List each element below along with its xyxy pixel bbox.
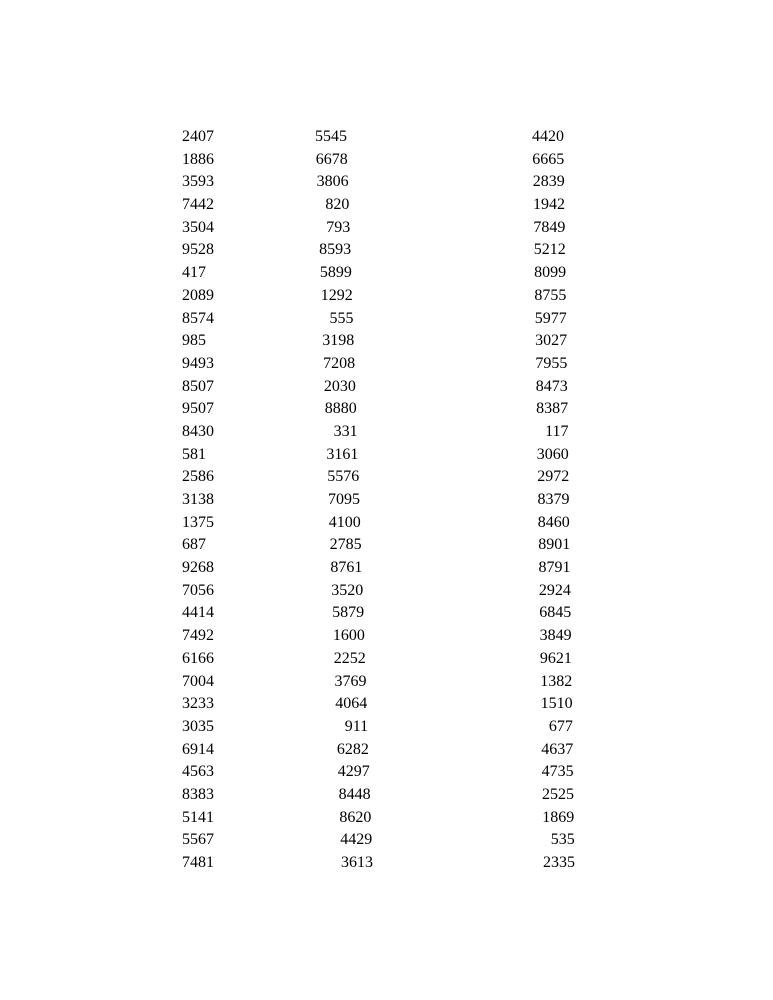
cell-col-3: 4420 bbox=[532, 128, 564, 145]
cell-col-1: 3035 bbox=[182, 717, 214, 735]
cell-col-2: 5545 bbox=[315, 128, 347, 145]
cell-col-1: 9493 bbox=[182, 354, 214, 372]
cell-col-1: 2407 bbox=[182, 128, 214, 145]
cell-col-3: 7955 bbox=[535, 354, 568, 372]
cell-col-1: 7056 bbox=[182, 581, 214, 599]
cell-col-3: 1382 bbox=[540, 672, 573, 690]
cell-col-3: 8460 bbox=[537, 513, 570, 531]
cell-col-2: 7095 bbox=[328, 491, 360, 508]
cell-col-2: 3613 bbox=[341, 854, 373, 871]
cell-col-2: 3769 bbox=[334, 672, 367, 690]
table-row bbox=[0, 262, 773, 285]
cell-col-1: 1375 bbox=[182, 513, 214, 531]
table-row bbox=[0, 534, 773, 557]
table-row bbox=[0, 466, 773, 489]
table-row bbox=[0, 671, 773, 694]
table-row bbox=[0, 761, 773, 784]
table-row bbox=[0, 126, 773, 149]
cell-col-3: 3849 bbox=[539, 627, 572, 645]
table-row bbox=[0, 330, 773, 353]
cell-col-2: 4429 bbox=[340, 831, 373, 849]
cell-col-2: 1600 bbox=[332, 627, 365, 645]
cell-col-3: 5212 bbox=[533, 241, 566, 259]
number-table bbox=[0, 126, 773, 875]
cell-col-1: 6914 bbox=[182, 740, 214, 758]
cell-col-1: 3138 bbox=[182, 491, 214, 508]
cell-col-1: 3504 bbox=[182, 218, 214, 236]
cell-col-3: 2525 bbox=[542, 785, 574, 803]
cell-col-1: 8574 bbox=[182, 309, 214, 327]
cell-col-3: 677 bbox=[548, 717, 573, 735]
table-row bbox=[0, 171, 773, 194]
cell-col-3: 1942 bbox=[533, 196, 565, 214]
cell-col-3: 2972 bbox=[537, 468, 570, 486]
cell-col-1: 7481 bbox=[182, 854, 214, 871]
cell-col-2: 6282 bbox=[336, 740, 369, 758]
cell-col-2: 3806 bbox=[316, 173, 349, 191]
cell-col-2: 2252 bbox=[333, 649, 366, 667]
cell-col-3: 5977 bbox=[534, 309, 567, 327]
cell-col-1: 7004 bbox=[182, 672, 214, 690]
cell-col-1: 7442 bbox=[182, 196, 214, 214]
cell-col-1: 6166 bbox=[182, 649, 214, 667]
cell-col-1: 4414 bbox=[182, 604, 214, 622]
cell-col-3: 6845 bbox=[539, 604, 572, 622]
cell-col-3: 2839 bbox=[532, 173, 565, 191]
cell-col-2: 8620 bbox=[339, 808, 372, 826]
cell-col-3: 535 bbox=[550, 831, 575, 849]
cell-col-3: 8473 bbox=[535, 377, 568, 395]
cell-col-2: 8593 bbox=[319, 241, 352, 259]
cell-col-3: 3060 bbox=[536, 445, 569, 463]
cell-col-2: 8448 bbox=[338, 785, 371, 803]
table-row bbox=[0, 353, 773, 376]
cell-col-1: 5567 bbox=[182, 831, 214, 849]
cell-col-2: 8761 bbox=[330, 559, 363, 577]
table-row bbox=[0, 739, 773, 762]
cell-col-2: 3161 bbox=[326, 445, 359, 463]
table-row bbox=[0, 602, 773, 625]
table-row bbox=[0, 444, 773, 467]
cell-col-3: 8901 bbox=[538, 536, 571, 554]
table-row bbox=[0, 308, 773, 331]
table-row bbox=[0, 648, 773, 671]
table-row bbox=[0, 239, 773, 262]
cell-col-3: 9621 bbox=[539, 649, 572, 667]
cell-col-2: 4064 bbox=[335, 695, 368, 713]
cell-col-3: 2335 bbox=[543, 854, 575, 871]
cell-col-2: 4100 bbox=[328, 513, 361, 531]
table-row bbox=[0, 217, 773, 240]
table-row bbox=[0, 693, 773, 716]
cell-col-2: 5899 bbox=[319, 264, 352, 282]
cell-col-1: 8507 bbox=[182, 377, 214, 395]
table-row bbox=[0, 149, 773, 172]
cell-col-2: 7208 bbox=[323, 354, 356, 372]
table-row bbox=[0, 421, 773, 444]
cell-col-1: 3233 bbox=[182, 695, 214, 713]
cell-col-3: 8379 bbox=[537, 491, 570, 508]
cell-col-1: 8383 bbox=[182, 785, 214, 803]
cell-col-2: 3198 bbox=[322, 332, 355, 350]
cell-col-1: 581 bbox=[182, 445, 206, 463]
cell-col-1: 2089 bbox=[182, 286, 214, 304]
cell-col-3: 8791 bbox=[538, 559, 571, 577]
table-row bbox=[0, 580, 773, 603]
cell-col-3: 1510 bbox=[540, 695, 573, 713]
cell-col-2: 6678 bbox=[315, 150, 348, 168]
cell-col-1: 9507 bbox=[182, 400, 214, 418]
cell-col-2: 555 bbox=[329, 309, 354, 327]
cell-col-2: 5576 bbox=[327, 468, 360, 486]
cell-col-1: 7492 bbox=[182, 627, 214, 645]
cell-col-1: 1886 bbox=[182, 150, 214, 168]
cell-col-3: 3027 bbox=[535, 332, 568, 350]
table-row bbox=[0, 376, 773, 399]
cell-col-3: 1869 bbox=[542, 808, 575, 826]
cell-col-2: 820 bbox=[325, 196, 350, 214]
cell-col-3: 4735 bbox=[541, 763, 574, 781]
cell-col-2: 3520 bbox=[331, 581, 364, 599]
table-row bbox=[0, 285, 773, 308]
cell-col-2: 8880 bbox=[324, 400, 357, 418]
table-row bbox=[0, 852, 773, 875]
cell-col-1: 8430 bbox=[182, 422, 214, 440]
table-row bbox=[0, 398, 773, 421]
cell-col-3: 117 bbox=[545, 422, 569, 440]
cell-col-1: 985 bbox=[182, 332, 206, 350]
table-row bbox=[0, 784, 773, 807]
cell-col-3: 4637 bbox=[541, 740, 574, 758]
cell-col-1: 2586 bbox=[182, 468, 214, 486]
cell-col-2: 5879 bbox=[332, 604, 365, 622]
cell-col-3: 8387 bbox=[536, 400, 569, 418]
cell-col-3: 2924 bbox=[538, 581, 571, 599]
table-row bbox=[0, 807, 773, 830]
table-row bbox=[0, 489, 773, 512]
cell-col-1: 687 bbox=[182, 536, 206, 554]
cell-col-1: 3593 bbox=[182, 173, 214, 191]
cell-col-3: 8755 bbox=[534, 286, 567, 304]
table-row bbox=[0, 557, 773, 580]
table-row bbox=[0, 625, 773, 648]
cell-col-1: 9268 bbox=[182, 559, 214, 577]
cell-col-3: 7849 bbox=[533, 218, 566, 236]
table-row bbox=[0, 194, 773, 217]
cell-col-2: 4297 bbox=[337, 763, 370, 781]
cell-col-2: 331 bbox=[333, 422, 358, 440]
cell-col-1: 5141 bbox=[182, 808, 214, 826]
table-row bbox=[0, 716, 773, 739]
cell-col-1: 9528 bbox=[182, 241, 214, 259]
cell-col-2: 2030 bbox=[323, 377, 356, 395]
cell-col-1: 417 bbox=[182, 264, 206, 282]
cell-col-2: 1292 bbox=[320, 286, 353, 304]
cell-col-2: 2785 bbox=[329, 536, 362, 554]
cell-col-2: 793 bbox=[326, 218, 351, 236]
cell-col-2: 911 bbox=[344, 717, 369, 735]
cell-col-3: 8099 bbox=[534, 264, 567, 282]
cell-col-3: 6665 bbox=[532, 150, 565, 168]
table-row bbox=[0, 829, 773, 852]
table-row bbox=[0, 512, 773, 535]
cell-col-1: 4563 bbox=[182, 763, 214, 781]
